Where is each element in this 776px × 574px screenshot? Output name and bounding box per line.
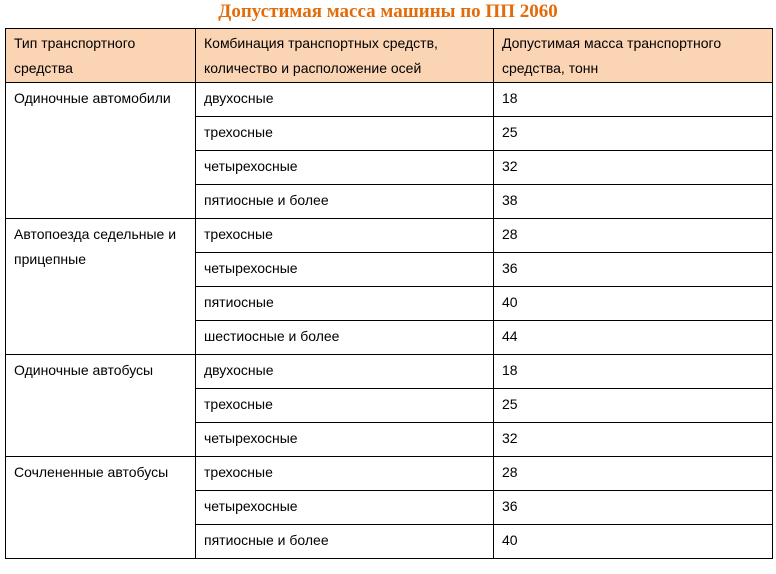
table-body — [6, 83, 773, 559]
axle-combination-cell: трехосные — [196, 457, 494, 491]
header-axle-combination: Комбинация транспортных средств, количество и расположение осей — [196, 29, 494, 83]
vehicle-type-cell: Одиночные автобусы — [6, 355, 196, 457]
permitted-mass-cell: 36 — [494, 491, 773, 525]
permitted-mass-cell: 25 — [494, 117, 773, 151]
page-title: Допустимая масса машины по ПП 2060 — [218, 1, 558, 22]
axle-combination-cell: пятиосные и более — [196, 185, 494, 219]
axle-combination-cell: пятиосные и более — [196, 525, 494, 559]
permitted-mass-cell: 40 — [494, 525, 773, 559]
axle-combination-cell: шестиосные и более — [196, 321, 494, 355]
permitted-mass-cell: 44 — [494, 321, 773, 355]
table-row — [6, 83, 773, 117]
axle-combination-cell: трехосные — [196, 117, 494, 151]
axle-combination-cell: четырехосные — [196, 423, 494, 457]
axle-combination-cell: четырехосные — [196, 151, 494, 185]
axle-combination-cell: пятиосные — [196, 287, 494, 321]
axle-combination-cell: четырехосные — [196, 253, 494, 287]
permitted-mass-cell: 38 — [494, 185, 773, 219]
mass-table — [5, 28, 773, 559]
table-header-row — [6, 29, 773, 83]
permitted-mass-cell: 25 — [494, 389, 773, 423]
permitted-mass-cell: 32 — [494, 423, 773, 457]
vehicle-type-cell: Автопоезда седельные и прицепные — [6, 219, 196, 355]
axle-combination-cell: двухосные — [196, 83, 494, 117]
vehicle-type-cell: Сочлененные автобусы — [6, 457, 196, 559]
permitted-mass-cell: 40 — [494, 287, 773, 321]
axle-combination-cell: трехосные — [196, 219, 494, 253]
vehicle-type-cell: Одиночные автомобили — [6, 83, 196, 219]
axle-combination-cell: двухосные — [196, 355, 494, 389]
table-row — [6, 219, 773, 253]
axle-combination-cell: трехосные — [196, 389, 494, 423]
permitted-mass-cell: 18 — [494, 83, 773, 117]
permitted-mass-cell: 36 — [494, 253, 773, 287]
table-row — [6, 355, 773, 389]
table-row — [6, 457, 773, 491]
permitted-mass-cell: 28 — [494, 457, 773, 491]
permitted-mass-cell: 28 — [494, 219, 773, 253]
header-vehicle-type: Тип транспортного средства — [6, 29, 196, 83]
permitted-mass-cell: 32 — [494, 151, 773, 185]
axle-combination-cell: четырехосные — [196, 491, 494, 525]
permitted-mass-cell: 18 — [494, 355, 773, 389]
header-permitted-mass: Допустимая масса транспортного средства, тонн — [494, 29, 773, 83]
